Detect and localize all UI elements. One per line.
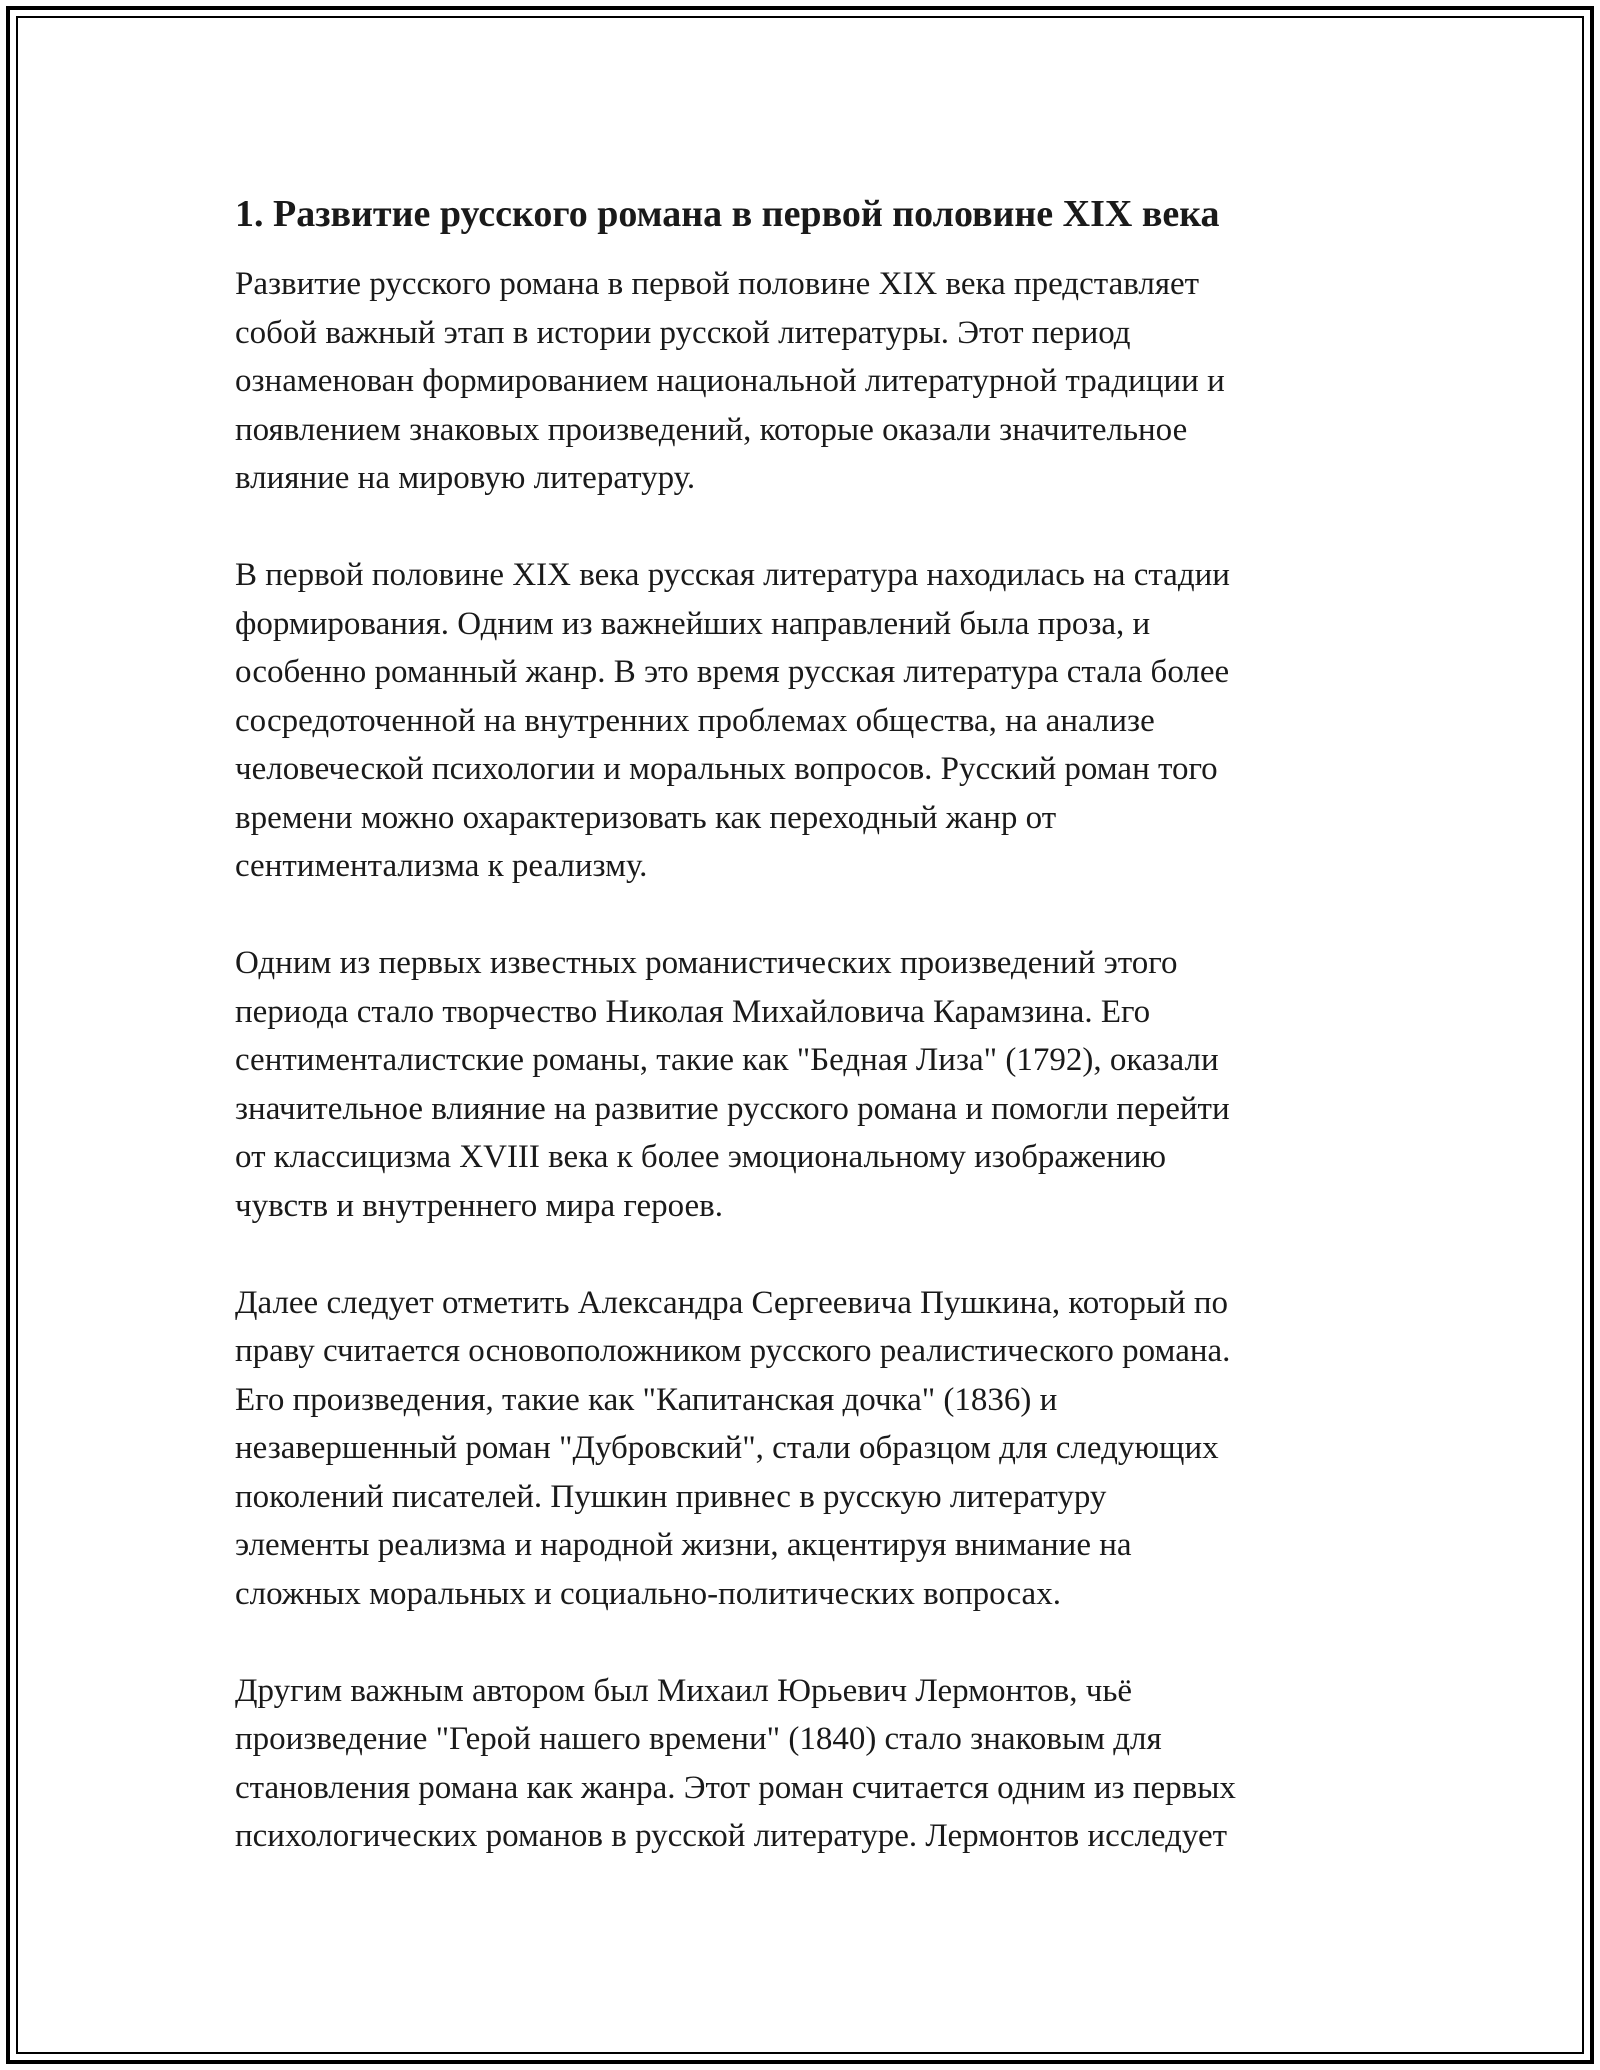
paragraph-line: произведение "Герой нашего времени" (1840) стало знаковым для xyxy=(235,1721,1162,1757)
paragraph-line: поколений писателей. Пушкин привнес в русскую литературу xyxy=(235,1478,1107,1515)
paragraph-line: сентиментализма к реализму. xyxy=(235,848,648,884)
paragraph-line: Далее следует отметить Александра Сергеевича Пушкина, который по xyxy=(235,1284,1229,1321)
paragraph-line: сосредоточенной на внутренних проблемах общества, на анализе xyxy=(235,702,1155,739)
paragraph xyxy=(235,551,1365,891)
paragraph-line: человеческой психологии и моральных вопросов. Русский роман того xyxy=(235,751,1218,787)
paragraph-line: психологических романов в русской литературе. Лермонтов исследует xyxy=(235,1818,1228,1854)
paragraph-line: периода стало творчество Николая Михайловича Карамзина. Его xyxy=(235,993,1151,1030)
paragraph xyxy=(235,1279,1365,1619)
paragraph-line: особенно романный жанр. В это время русская литература стала более xyxy=(235,654,1230,690)
paragraph-line: Развитие русского романа в первой половине XIX века представляет xyxy=(235,266,1200,302)
paragraph-line: появлением знаковых произведений, которые оказали значительное xyxy=(235,411,1188,448)
paragraph-line: от классицизма XVIII века к более эмоциональному изображению xyxy=(235,1139,1167,1175)
paragraph-line: сентименталистские романы, такие как "Бедная Лиза" (1792), оказали xyxy=(235,1042,1219,1078)
paragraph-line: ознаменован формированием национальной литературной традиции и xyxy=(235,363,1225,399)
paragraph xyxy=(235,1667,1365,1861)
paragraph xyxy=(235,939,1365,1230)
paragraph-line: В первой половине XIX века русская литература находилась на стадии xyxy=(235,557,1230,593)
section-heading: 1. Развитие русского романа в первой половине XIX века xyxy=(235,193,1220,235)
paragraph-line: значительное влияние на развитие русского романа и помогли перейти xyxy=(235,1090,1230,1127)
paragraph-line: формирования. Одним из важнейших направлений была проза, и xyxy=(235,605,1151,642)
paragraph-line: влияние на мировую литературу. xyxy=(235,460,696,496)
paragraph-line: сложных моральных и социально-политических вопросах. xyxy=(235,1575,1061,1612)
paragraph-line: элементы реализма и народной жизни, акцентируя внимание на xyxy=(235,1527,1132,1563)
paragraph-list xyxy=(235,260,1365,1861)
paragraph-line: становления романа как жанра. Этот роман считается одним из первых xyxy=(235,1769,1236,1806)
paragraph-line: Другим важным автором был Михаил Юрьевич Лермонтов, чьё xyxy=(235,1672,1133,1709)
paragraph-line: собой важный этап в истории русской литературы. Этот период xyxy=(235,314,1131,351)
paragraph-line: чувств и внутреннего мира героев. xyxy=(235,1187,724,1224)
paragraph-line: праву считается основоположником русского реалистического романа. xyxy=(235,1333,1231,1369)
paragraph xyxy=(235,260,1365,503)
document-body xyxy=(235,190,1365,1909)
paragraph-line: Одним из первых известных романистических произведений этого xyxy=(235,945,1178,981)
paragraph-line: времени можно охарактеризовать как переходный жанр от xyxy=(235,799,1057,836)
paragraph-line: незавершенный роман "Дубровский", стали образцом для следующих xyxy=(235,1430,1219,1466)
paragraph-line: Его произведения, такие как "Капитанская дочка" (1836) и xyxy=(235,1381,1058,1418)
